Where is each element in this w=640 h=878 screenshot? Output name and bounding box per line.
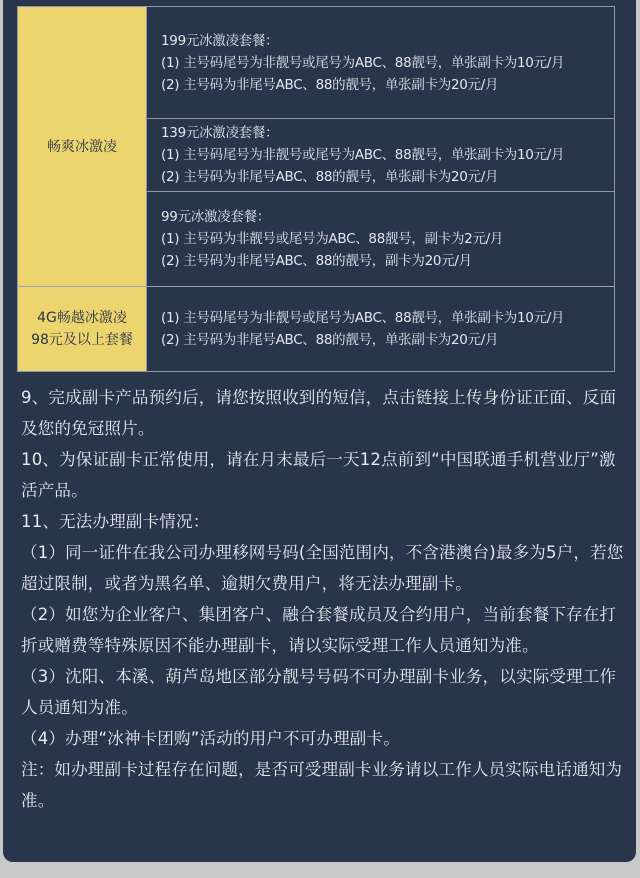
plan-item: (2) 主号码为非尾号ABC、88的靓号，副卡为20元/月 — [161, 253, 472, 269]
plan-139 — [147, 119, 614, 192]
plan-item: (2) 主号码为非尾号ABC、88的靓号，单张副卡为20元/月 — [161, 76, 499, 93]
plan-4g — [147, 286, 614, 371]
note-11: 11、无法办理副卡情况： — [21, 512, 210, 531]
category-label: 98元及以上套餐 — [31, 332, 133, 348]
plan-item: (1) 主号码尾号为非靓号或尾号为ABC、88靓号，单张副卡为10元/月 — [161, 147, 565, 163]
plan-item: (1) 主号码尾号为非靓号或尾号为ABC、88靓号，单张副卡为10元/月 — [161, 54, 565, 71]
plans-group — [147, 7, 614, 286]
note-11-2: （2）如您为企业客户、集团客户、融合套餐成员及合约用户，当前套餐下存在打折或赠费等特殊原因不能办理副卡，请以实际受理工作人员通知为准。 — [21, 605, 617, 655]
plan-title: 99元冰激凌套餐： — [161, 209, 270, 225]
note-11-1: （1）同一证件在我公司办理移网号码(全国范围内，不含港澳台)最多为5户，若您超过限制，或者为黑名单、逾期欠费用户，将无法办理副卡。 — [21, 543, 624, 593]
note-11-3: （3）沈阳、本溪、葫芦岛地区部分靓号号码不可办理副卡业务，以实际受理工作人员通知为准。 — [21, 667, 617, 717]
plan-item: (2) 主号码为非尾号ABC、88的靓号，单张副卡为20元/月 — [161, 332, 499, 348]
note-10: 10、为保证副卡正常使用，请在月末最后一天12点前到“中国联通手机营业厅”激活产品。 — [21, 450, 616, 500]
category-label: 畅爽冰激凌 — [47, 138, 117, 155]
plan-item: (2) 主号码为非尾号ABC、88的靓号，单张副卡为20元/月 — [161, 169, 499, 185]
plan-title: 139元冰激凌套餐： — [161, 125, 279, 141]
plan-item: (1) 主号码尾号为非靓号或尾号为ABC、88靓号，单张副卡为10元/月 — [161, 310, 565, 326]
note-11-4: （4）办理“冰神卡团购”活动的用户不可办理副卡。 — [21, 729, 400, 748]
notes-section — [21, 382, 631, 816]
plan-199 — [147, 7, 614, 119]
note-9: 9、完成副卡产品预约后，请您按照收到的短信，点击链接上传身份证正面、反面及您的免冠照片。 — [21, 388, 617, 438]
category-cell-changshuang — [18, 7, 147, 286]
category-label: 4G畅越冰激凌 — [37, 310, 127, 326]
pricing-table — [17, 6, 615, 372]
category-cell-4g — [18, 286, 147, 371]
note-remark: 注：如办理副卡过程存在问题，是否可受理副卡业务请以工作人员实际电话通知为准。 — [21, 760, 623, 810]
content-panel — [3, 0, 636, 862]
plan-title: 199元冰激凌套餐： — [161, 32, 279, 49]
plan-99 — [147, 192, 614, 286]
plan-item: (1) 主号码为非靓号或尾号为ABC、88靓号，副卡为2元/月 — [161, 231, 504, 247]
